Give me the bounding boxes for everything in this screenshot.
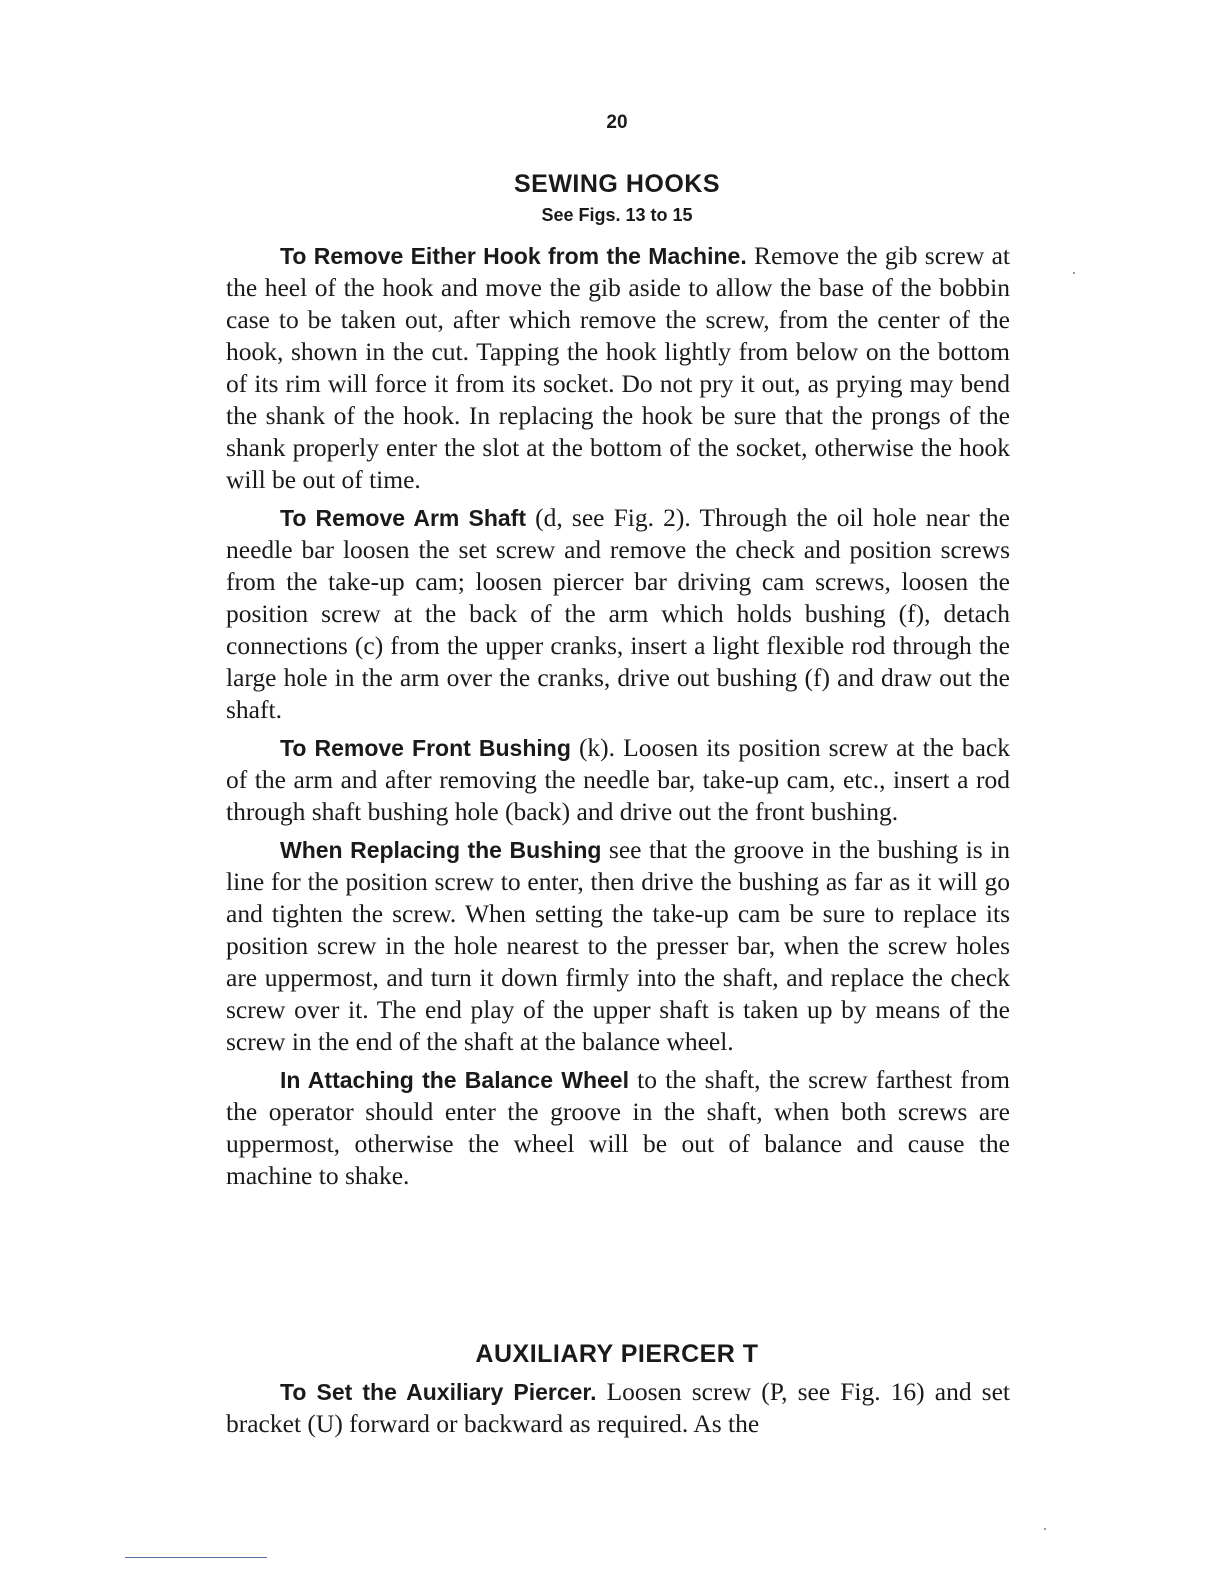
section-body-auxiliary-piercer (226, 1376, 1010, 1440)
page-number: 20 (606, 112, 628, 133)
section-subtitle-figure-reference: See Figs. 13 to 15 (541, 205, 693, 225)
footnote-rule (125, 1557, 267, 1558)
paragraph-text: to the shaft, the screw farthest from the operator should enter the groove in the shaft, when both screws are uppermost, otherwise the wheel will be out of balance and cause the machine to shake. (226, 1065, 1010, 1190)
paragraph-replacing-bushing (226, 834, 1010, 1058)
run-in-heading: To Set the Auxiliary Piercer. (280, 1379, 597, 1405)
scan-speck (1044, 1528, 1046, 1530)
run-in-heading: To Remove Arm Shaft (280, 505, 527, 531)
section-title-auxiliary-piercer: AUXILIARY PIERCER T (475, 1340, 759, 1368)
run-in-heading: To Remove Either Hook from the Machine. (280, 243, 747, 269)
paragraph-remove-arm-shaft (226, 502, 1010, 726)
paragraph-remove-front-bushing (226, 732, 1010, 828)
paragraph-remove-hook (226, 240, 1010, 496)
paragraph-text: Loosen screw (P, see Fig. 16) and set bracket (U) forward or backward as required. As the (226, 1377, 1010, 1438)
scan-speck (1073, 272, 1075, 274)
run-in-heading: In Attaching the Balance Wheel (280, 1067, 629, 1093)
section-title-sewing-hooks: SEWING HOOKS (513, 170, 720, 198)
paragraph-text: see that the groove in the bushing is in line for the position screw to enter, then drive the bushing as far as it will go and tighten the screw. When setting the take-up cam be sure to replace its position screw in the hole nearest to the presser bar, when the screw holes are uppermost, and turn it down firmly into the shaft, and replace the check screw over it. The end play of the upper shaft is taken up by means of the screw in the end of the shaft at the balance wheel. (226, 835, 1010, 1056)
run-in-heading: When Replacing the Bushing (280, 837, 602, 863)
paragraph-text: Remove the gib screw at the heel of the hook and move the gib aside to allow the base of the bobbin case to be taken out, after which remove the screw, from the center of the hook, shown in the cut. Tapping the hook lightly from below on the bottom of its rim will force it from its socket. Do not pry it out, as prying may bend the shank of the hook. In replacing the hook be sure that the prongs of the shank properly enter the slot at the bottom of the socket, otherwise the hook will be out of time. (226, 241, 1011, 494)
run-in-heading: To Remove Front Bushing (280, 735, 571, 761)
paragraph-text: (d, see Fig. 2). Through the oil hole near the needle bar loosen the set screw and remove the check and position screws from the take-up cam; loosen piercer bar driving cam screws, loosen the position screw at the back of the arm which holds bushing (f), detach connections (c) from the upper cranks, insert a light flexible rod through the large hole in the arm over the cranks, drive out bushing (f) and draw out the shaft. (226, 503, 1010, 724)
section-body-sewing-hooks (226, 240, 1010, 1192)
paragraph-attaching-balance-wheel (226, 1064, 1010, 1192)
paragraph-set-auxiliary-piercer (226, 1376, 1010, 1440)
paragraph-text: (k). Loosen its position screw at the back of the arm and after removing the needle bar, take-up cam, etc., insert a rod through shaft bushing hole (back) and drive out the front bushing. (226, 733, 1011, 826)
